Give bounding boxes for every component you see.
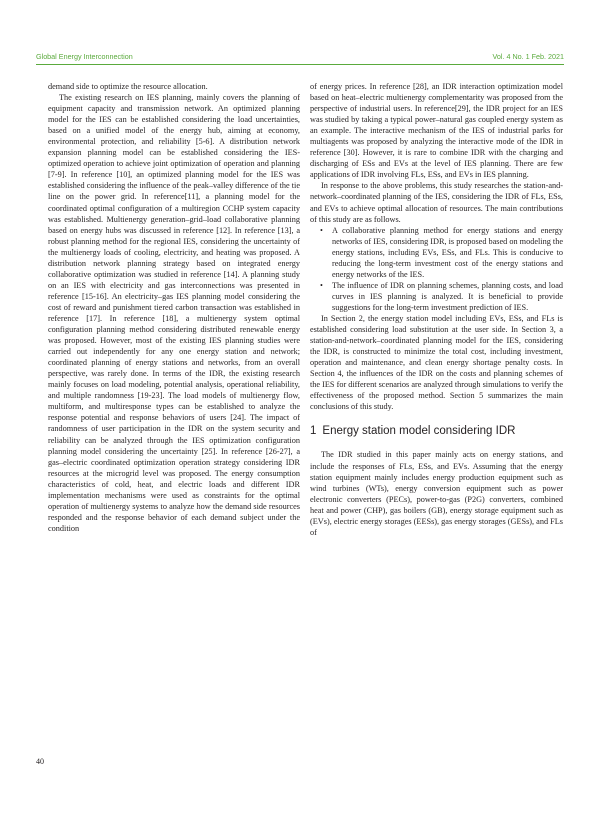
paragraph: The IDR studied in this paper mainly acts on energy stations, and include the responses of FLs, ESs, and EVs. Assuming that the energy station equipment mainly includes energy production equipment such as wind turbines (WTs), energy conversion equipment such as power electronic converters (PECs), power-to-gas (P2G) converters, combined heat and power (CHP), gas boilers (GB), energy storage equipment such as (EVs), electric energy storages (EESs), gas energy storages (GESs), and FLs of — [310, 450, 563, 537]
contributions-list — [310, 225, 563, 313]
left-column — [48, 81, 300, 534]
paragraph: The existing research on IES planning, mainly covers the planning of equipment capacity and transmission network. An optimized planning model for the IES can be established considering the load uncertainties, based on a unified model of the energy hub, aiming at economy, environmental protection, and reliability [5-6]. A distribution network expansion planning model can be established considering the IES-optimized operation to achieve joint optimization of operation and planning [7-9]. In reference [10], an optimized planning model for the IES was established considering the influence of the peak–valley difference of the tie line on the power grid. In reference[11], a planning model for the coordinated optimal configuration of a multiregion CCHP system capacity was established. Multienergy generation–grid–load collaborative planning based on energy hubs was discussed in reference [12]. In reference [13], a robust planning method for the regional IES, considering the uncertainty of the multienergy loads of cooling, electricity, and heating was proposed. A distribution network planning strategy based on integrated energy collaborative optimization was studied in reference [14]. A planning study on an IES with electricity and gas interconnections was presented in reference [15-16]. An electricity–gas IES planning model considering the cost of reward and punishment tiered carbon transaction was established in reference [17]. In reference [18], a multienergy system optimal configuration planning method considering distributed renewable energy was proposed. However, most of the existing IES planning studies were carried out independently for any one energy station and network; coordinated planning of energy stations and networks, from an overall perspective, was rarely done. In terms of the IDR, the existing research mainly focuses on load modeling, potential analysis, operational reliability, and multiple randomness [19-23]. The load models of multienergy flow, multiform, and multiresponse types can be established to analyze the response potential and response behaviors of users [24]. The impact of randomness of user participation in the IDR on the system security and reliability can be analyzed through the IES optimization configuration planning model considering the uncertainty [25]. In reference [26-27], a gas–electric coordinated optimization operation strategy considering IDR resources at the microgrid level was proposed. The energy consumption characteristics of cold, heat, and electric loads and different IDR implementation mechanisms were used as constraints for the optimal operation of multienergy systems to analyze how the demand side resources responded and the response behavior of each demand subject under the condition — [48, 93, 300, 533]
paragraph: In response to the above problems, this study researches the station-and-network–coordinated planning of the IES, considering the IDR of FLs, ESs, and EVs to achieve optimal allocation of resources. The main contributions of this study are as follows. — [310, 181, 563, 224]
list-item-text: The influence of IDR on planning schemes, planning costs, and load curves in IES planning is analyzed. It is beneficial to provide suggestions for the long-term investment prediction of IES. — [332, 280, 563, 312]
list-item — [320, 280, 563, 313]
paragraph: of energy prices. In reference [28], an IDR interaction optimization model based on heat–electric multienergy complementarity was proposed from the perspective of industrial users. In reference[29], the IDR project for an IES was studied by taking a typical power–natural gas coupled energy system as an example. The interactive mechanism of the IES of industrial parks for multiagents was proposed by analyzing the interactive mode of the IDR in reference [30]. However, it is rare to combine IDR with the charging and discharging of ESs and EVs at the level of IES planning. There are few applications of IDR involving FLs, ESs, and EVs in IES planning. — [310, 82, 563, 180]
paragraph: In Section 2, the energy station model including EVs, ESs, and FLs is established considering load substitution at the user side. In Section 3, a station-and-network–coordinated planning model for the IES, considering the IDR, is constructed to minimize the total cost, including investment, operation and maintenance, and clean energy shortage penalty costs. In Section 4, the influences of the IDR on the costs and planning schemes of the IES for different scenarios are analyzed through simulations to verify the effectiveness of the proposed method. Section 5 summarizes the main conclusions of this study. — [310, 313, 563, 412]
page-number: 40 — [36, 757, 44, 766]
bullet-icon: • — [320, 280, 323, 290]
list-item-text: A collaborative planning method for energy stations and energy networks of IES, considering IDR, is proposed based on modeling the energy stations, including EVs, ESs, and FLs. This is conducive to reducing the long-term investment cost of the energy stations and energy networks of the IES. — [332, 225, 563, 279]
section-title: Energy station model considering IDR — [322, 425, 516, 438]
journal-name: Global Energy Interconnection — [36, 52, 133, 61]
list-item — [320, 225, 563, 280]
issue-info: Vol. 4 No. 1 Feb. 2021 — [492, 52, 564, 61]
section-number: 1 — [310, 425, 317, 438]
paragraph: demand side to optimize the resource allocation. — [48, 82, 208, 91]
header-rule — [36, 64, 564, 65]
bullet-icon: • — [320, 225, 323, 235]
running-header — [36, 52, 564, 64]
section-heading — [310, 426, 563, 437]
right-column — [310, 81, 563, 538]
